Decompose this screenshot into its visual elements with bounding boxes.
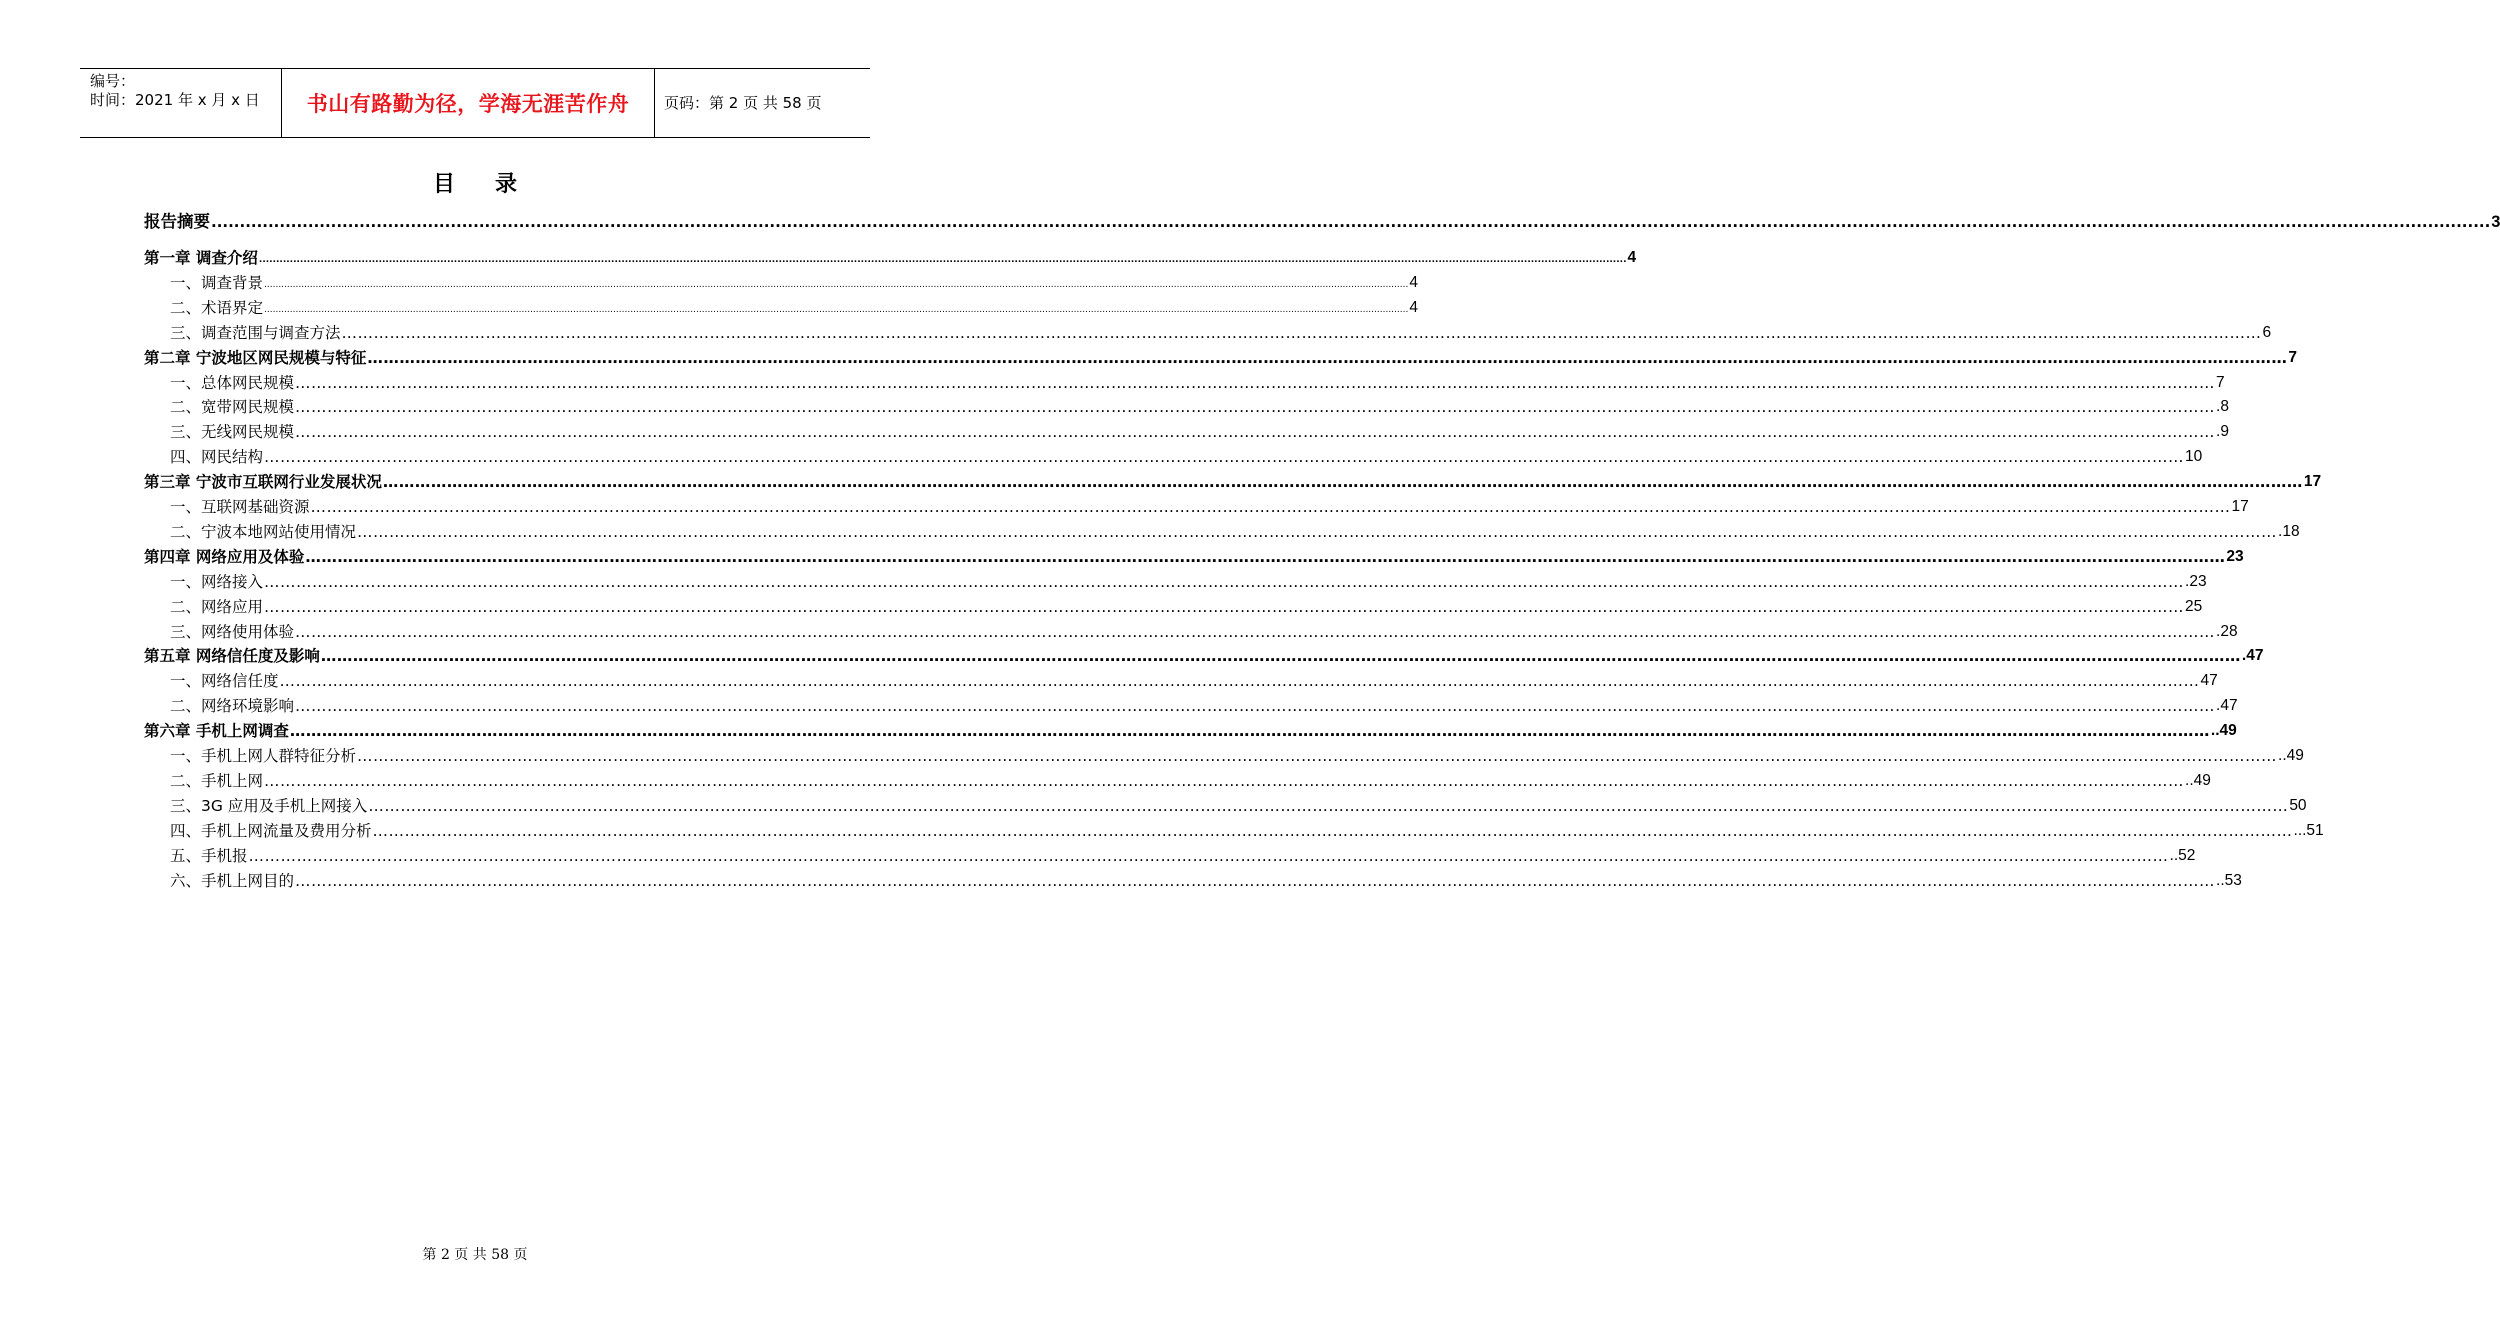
toc-section-entry[interactable]	[170, 272, 1418, 294]
toc-section-entry[interactable]	[170, 745, 2304, 767]
toc-entry-label: 二、宁波本地网站使用情况	[170, 522, 357, 541]
toc-section-entry[interactable]	[170, 621, 2238, 643]
toc-entry-page-number: ..52	[2169, 846, 2196, 864]
toc-entry-page-number: .47	[2241, 647, 2264, 665]
toc-entry-label: 二、网络应用	[170, 597, 264, 616]
toc-dot-leader: ………………………………………………………………………………………………………………………………………………………………………………………………………………………………………………………………………………………………………………………………	[382, 473, 2303, 492]
toc-section-entry[interactable]	[170, 446, 2203, 468]
toc-summary-entry[interactable]	[144, 211, 2500, 233]
toc-entry-page-number: ...51	[2293, 821, 2324, 839]
toc-entry-label: 四、手机上网流量及费用分析	[170, 821, 372, 840]
header-page-info: 页码：第 2 页 共 58 页	[664, 94, 822, 112]
toc-section-entry[interactable]	[170, 820, 2324, 842]
toc-dot-leader: ………………………………………………………………………………………………………………………………………………………………………………………………………………………………………………………………………………………………………………………………	[305, 547, 2226, 566]
toc-chapter-entry[interactable]	[144, 347, 2298, 369]
toc-section-entry[interactable]	[170, 571, 2207, 593]
toc-entry-page-number: 4	[1409, 298, 1418, 316]
toc-entry-page-number: .9	[2216, 423, 2229, 441]
toc-section-entry[interactable]	[170, 845, 2196, 867]
toc-dot-leader: ................................................................................................................................................................................................................................................................................................................................................................................................................	[264, 279, 1409, 290]
toc-entry-label: 一、网络信任度	[170, 672, 279, 691]
toc-entry-page-number: ..53	[2216, 871, 2242, 889]
document-number-label: 编号：	[90, 72, 136, 90]
toc-entry-page-number: 10	[2185, 448, 2203, 466]
document-date-label: 时间：2021 年 x 月 x 日	[90, 91, 260, 109]
toc-section-entry[interactable]	[170, 695, 2238, 717]
toc-entry-label: 一、网络接入	[170, 572, 264, 591]
toc-dot-leader: ………………………………………………………………………………………………………………………………………………………………………………………………………………………………………………………………………………………………………………………………	[295, 697, 2216, 716]
toc-entry-label: 第五章 网络信任度及影响	[144, 647, 320, 666]
toc-dot-leader: ………………………………………………………………………………………………………………………………………………………………………………………………………………………………………………………………………………………………………………………………	[279, 672, 2200, 691]
toc-section-entry[interactable]	[170, 297, 1418, 319]
toc-section-entry[interactable]	[170, 770, 2211, 792]
toc-dot-leader: ………………………………………………………………………………………………………………………………………………………………………………………………………………………………………………………………………………………………………………………………	[357, 522, 2278, 541]
page-footer: 第 2 页 共 58 页	[422, 1247, 528, 1263]
toc-entry-page-number: 17	[2231, 498, 2249, 515]
toc-dot-leader: ………………………………………………………………………………………………………………………………………………………………………………………………………………………………………………………………………………………………………………………………	[341, 323, 2262, 342]
toc-dot-leader: ………………………………………………………………………………………………………………………………………………………………………………………………………………………………………………………………………………………………………………………………	[264, 448, 2185, 467]
toc-entry-page-number: 47	[2200, 672, 2218, 690]
toc-entry-label: 一、互联网基础资源	[170, 498, 310, 516]
toc-dot-leader: ………………………………………………………………………………………………………………………………………………………………………………………………………………………………………………………………………………………………………………………………	[320, 647, 2241, 666]
toc-entry-label: 一、手机上网人群特征分析	[170, 747, 357, 765]
toc-chapter-entry[interactable]	[144, 546, 2244, 568]
toc-entry-label: 三、调查范围与调查方法	[170, 323, 341, 342]
toc-entry-label: 第三章 宁波市互联网行业发展状况	[144, 473, 382, 492]
toc-dot-leader: ………………………………………………………………………………………………………………………………………………………………………………………………………………………………………………………………………………………………………………………………	[310, 498, 2231, 516]
toc-entry-page-number: 25	[2185, 597, 2203, 615]
toc-dot-leader: ………………………………………………………………………………………………………………………………………………………………………………………………………………………………………………………………………………………………………………………………	[264, 572, 2185, 591]
toc-dot-leader: ………………………………………………………………………………………………………………………………………………………………………………………………………………………………………………………………………………………………………………………………	[372, 821, 2293, 840]
toc-dot-leader: ................................................................................................................................................................................................................................................................................................................................................................................................................	[211, 213, 2491, 231]
toc-dot-leader: ………………………………………………………………………………………………………………………………………………………………………………………………………………………………………………………………………………………………………………………………	[264, 597, 2185, 616]
toc-title: 目录	[432, 172, 557, 197]
toc-entry-page-number: 23	[2226, 547, 2244, 565]
toc-entry-label: 三、无线网民规模	[170, 423, 295, 442]
toc-section-entry[interactable]	[170, 670, 2218, 692]
toc-entry-page-number: 6	[2262, 323, 2272, 341]
toc-entry-page-number: .23	[2185, 572, 2207, 590]
toc-dot-leader: ................................................................................................................................................................................................................................................................................................................................................................................................................	[264, 304, 1409, 315]
toc-entry-page-number: 50	[2289, 796, 2307, 814]
toc-entry-page-number: 3	[2491, 213, 2500, 231]
header-motto: 书山有路勤为径，学海无涯苦作舟	[306, 92, 630, 116]
toc-entry-page-number: .28	[2216, 622, 2238, 640]
toc-section-entry[interactable]	[170, 372, 2225, 394]
toc-section-entry[interactable]	[170, 870, 2242, 892]
toc-dot-leader: ………………………………………………………………………………………………………………………………………………………………………………………………………………………………………………………………………………………………………………………………	[295, 423, 2216, 442]
toc-entry-label: 第二章 宁波地区网民规模与特征	[144, 348, 367, 367]
toc-dot-leader: ………………………………………………………………………………………………………………………………………………………………………………………………………………………………………………………………………………………………………………………………	[295, 871, 2216, 890]
toc-entry-label: 六、手机上网目的	[170, 871, 295, 890]
toc-entry-label: 第一章 调查介绍	[144, 249, 258, 267]
toc-section-entry[interactable]	[170, 596, 2203, 618]
toc-section-entry[interactable]	[170, 521, 2300, 543]
toc-dot-leader: ………………………………………………………………………………………………………………………………………………………………………………………………………………………………………………………………………………………………………………………………	[289, 722, 2210, 741]
toc-chapter-entry[interactable]	[144, 247, 1637, 269]
toc-chapter-entry[interactable]	[144, 471, 2322, 493]
toc-section-entry[interactable]	[170, 322, 2272, 344]
toc-section-entry[interactable]	[170, 421, 2229, 443]
toc-entry-page-number: .47	[2216, 697, 2238, 715]
toc-section-entry[interactable]	[170, 496, 2249, 518]
toc-entry-label: 报告摘要	[144, 212, 210, 231]
toc-dot-leader: ………………………………………………………………………………………………………………………………………………………………………………………………………………………………………………………………………………………………………………………………	[295, 622, 2216, 641]
toc-chapter-entry[interactable]	[144, 645, 2264, 667]
toc-section-entry[interactable]	[170, 396, 2229, 418]
toc-dot-leader: ………………………………………………………………………………………………………………………………………………………………………………………………………………………………………………………………………………………………………………………………	[368, 796, 2289, 815]
toc-entry-label: 第四章 网络应用及体验	[144, 547, 305, 566]
toc-entry-page-number: 4	[1409, 273, 1418, 291]
toc-dot-leader: ………………………………………………………………………………………………………………………………………………………………………………………………………………………………………………………………………………………………………………………………	[248, 846, 2169, 865]
toc-entry-page-number: ..49	[2278, 747, 2304, 764]
toc-entry-label: 一、总体网民规模	[170, 373, 295, 392]
toc-entry-page-number: 17	[2303, 473, 2322, 491]
toc-entry-label: 三、3G 应用及手机上网接入	[170, 796, 368, 815]
toc-entry-page-number: .18	[2278, 522, 2300, 540]
toc-entry-label: 四、网民结构	[170, 448, 264, 467]
toc-dot-leader: ………………………………………………………………………………………………………………………………………………………………………………………………………………………………………………………………………………………………………………………………	[264, 771, 2185, 790]
toc-entry-label: 五、手机报	[170, 846, 248, 865]
toc-entry-label: 二、术语界定	[170, 298, 264, 317]
toc-entry-page-number: .8	[2216, 398, 2229, 416]
toc-entry-page-number: 4	[1627, 249, 1637, 266]
toc-dot-leader: ………………………………………………………………………………………………………………………………………………………………………………………………………………………………………………………………………………………………………………………………	[295, 398, 2216, 417]
toc-entry-label: 二、网络环境影响	[170, 697, 295, 716]
toc-entry-label: 第六章 手机上网调查	[144, 722, 289, 741]
toc-entry-page-number: 7	[2288, 348, 2298, 366]
toc-entry-label: 二、手机上网	[170, 771, 264, 790]
toc-chapter-entry[interactable]	[144, 720, 2237, 742]
toc-dot-leader: ................................................................................................................................................................................................................................................................................................................................................................................................................	[258, 255, 1627, 265]
toc-dot-leader: ………………………………………………………………………………………………………………………………………………………………………………………………………………………………………………………………………………………………………………………………	[295, 373, 2216, 392]
toc-dot-leader: ………………………………………………………………………………………………………………………………………………………………………………………………………………………………………………………………………………………………………………………………	[367, 348, 2288, 367]
toc-entry-page-number: ..49	[2185, 771, 2211, 789]
toc-dot-leader: ………………………………………………………………………………………………………………………………………………………………………………………………………………………………………………………………………………………………………………………………	[357, 747, 2278, 765]
toc-entry-page-number: 7	[2216, 373, 2225, 391]
toc-entry-label: 一、调查背景	[170, 273, 264, 292]
toc-entry-page-number: ..49	[2210, 722, 2237, 740]
toc-entry-label: 二、宽带网民规模	[170, 398, 295, 417]
toc-section-entry[interactable]	[170, 795, 2307, 817]
toc-entry-label: 三、网络使用体验	[170, 622, 295, 641]
